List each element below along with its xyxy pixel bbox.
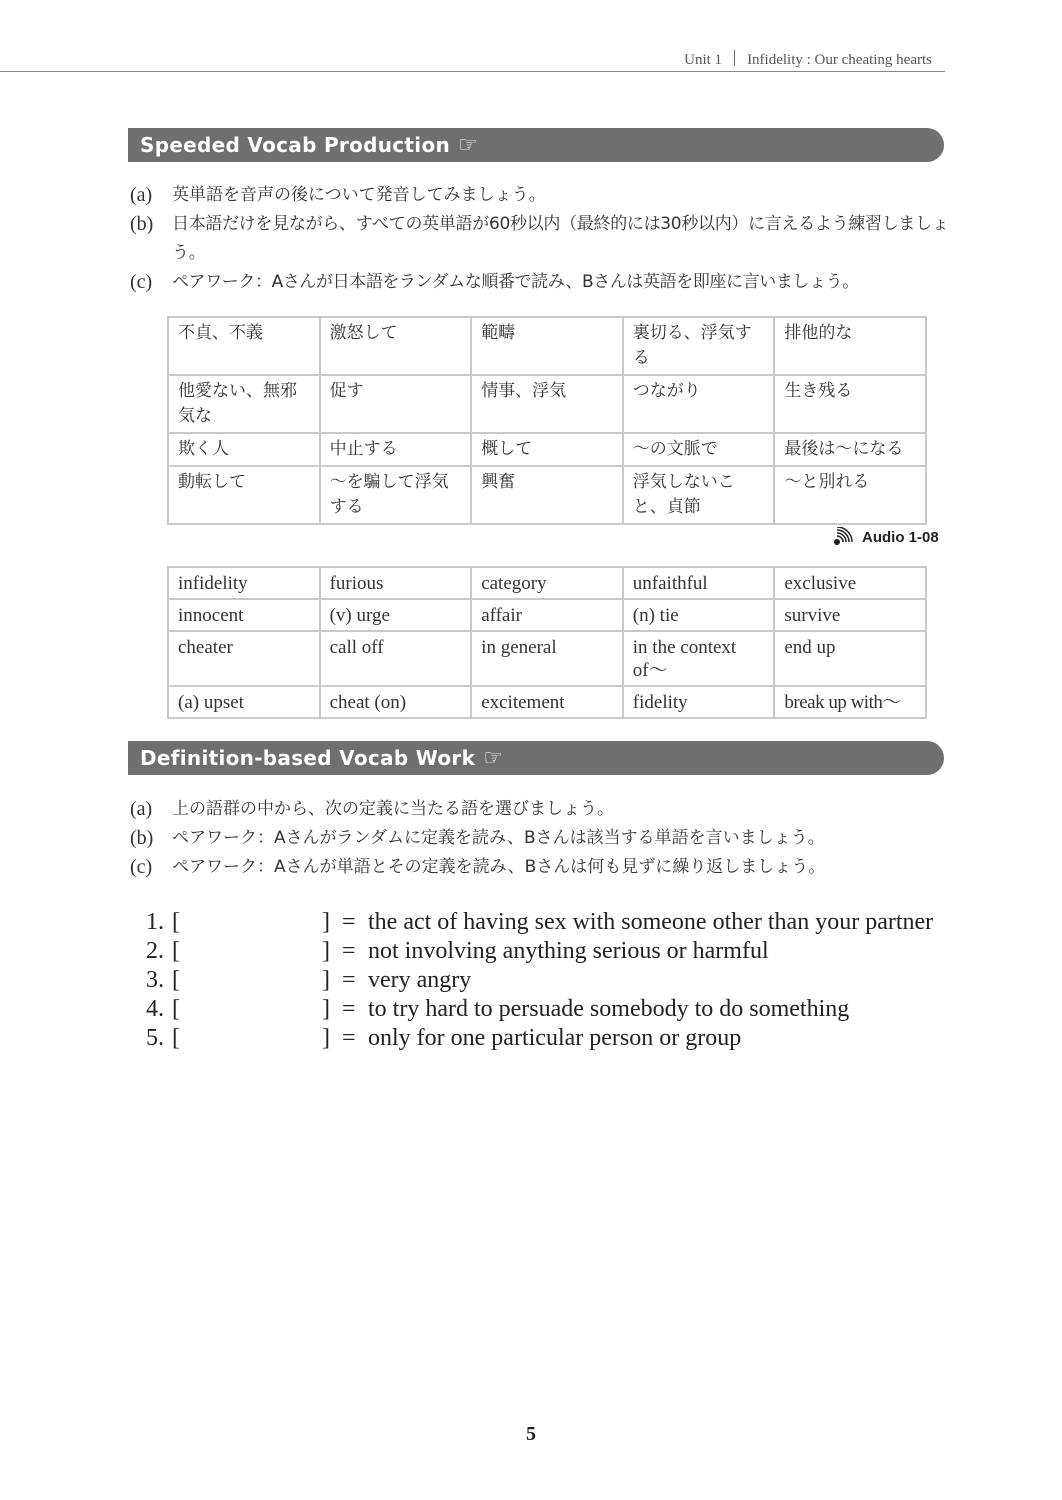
table-row — [168, 466, 926, 524]
section1-instructions — [130, 181, 950, 297]
running-header — [684, 50, 932, 69]
table-cell: exclusive — [774, 567, 926, 599]
equals-sign: = — [342, 996, 356, 1022]
answer-blank-end: ] — [322, 1025, 330, 1051]
table-cell: survive — [774, 599, 926, 631]
instruction-a — [130, 181, 950, 210]
table-row — [168, 375, 926, 433]
definition-number: 3. — [146, 967, 164, 993]
definition-text: very angry — [368, 967, 472, 993]
instruction-text: 英単語を音声の後について発音してみましょう。 — [172, 185, 546, 205]
table-cell: 〜と別れる — [774, 466, 926, 524]
table-cell: excitement — [471, 686, 623, 718]
table-cell: category — [471, 567, 623, 599]
definition-text: the act of having sex with someone other than your partner — [368, 909, 934, 935]
definition-text: to try hard to persuade somebody to do something — [368, 996, 850, 1022]
table-cell: 浮気しないこと、貞節 — [623, 466, 775, 524]
japanese-vocab-table — [167, 316, 927, 525]
table-cell: affair — [471, 599, 623, 631]
answer-blank-end: ] — [322, 996, 330, 1022]
instruction-marker: (c) — [130, 271, 153, 293]
audio-track-label[interactable] — [832, 527, 939, 547]
audio-cd-icon — [832, 527, 858, 547]
table-cell: 他愛ない、無邪気な — [168, 375, 320, 433]
table-cell: 範疇 — [471, 317, 623, 375]
table-cell: 欺く人 — [168, 433, 320, 466]
pointing-hand-icon: ☞ — [483, 746, 504, 771]
definition-item — [146, 1024, 956, 1053]
instruction-c — [130, 268, 950, 297]
table-row — [168, 599, 926, 631]
table-cell: furious — [320, 567, 472, 599]
definition-item — [146, 908, 956, 937]
table-cell: in the context of〜 — [623, 631, 775, 686]
section2-instructions — [130, 795, 950, 882]
table-row — [168, 686, 926, 718]
page-number: 5 — [526, 1423, 536, 1445]
table-row — [168, 567, 926, 599]
answer-blank[interactable]: [ — [172, 938, 180, 964]
table-cell: infidelity — [168, 567, 320, 599]
instruction-marker: (a) — [130, 184, 153, 206]
table-cell: 〜を騙して浮気する — [320, 466, 472, 524]
table-cell: end up — [774, 631, 926, 686]
table-cell: つながり — [623, 375, 775, 433]
section-heading-speeded-vocab — [128, 128, 944, 162]
header-rule — [0, 71, 945, 72]
header-divider — [734, 50, 735, 66]
table-cell: break up with〜 — [774, 686, 926, 718]
table-cell: cheater — [168, 631, 320, 686]
table-cell: 動転して — [168, 466, 320, 524]
table-cell: fidelity — [623, 686, 775, 718]
table-cell: 排他的な — [774, 317, 926, 375]
instruction-c — [130, 853, 950, 882]
section-heading-definition-vocab — [128, 741, 944, 775]
answer-blank[interactable]: [ — [172, 996, 180, 1022]
answer-blank[interactable]: [ — [172, 1025, 180, 1051]
table-cell: (n) tie — [623, 599, 775, 631]
instruction-a — [130, 795, 950, 824]
unit-label: Unit 1 — [684, 52, 723, 68]
table-cell: cheat (on) — [320, 686, 472, 718]
table-cell: (a) upset — [168, 686, 320, 718]
definition-number: 4. — [146, 996, 164, 1022]
instruction-marker: (c) — [130, 856, 153, 878]
equals-sign: = — [342, 938, 356, 964]
table-cell: 最後は〜になる — [774, 433, 926, 466]
instruction-b — [130, 824, 950, 853]
table-row — [168, 317, 926, 375]
instruction-text: ペアワーク：Aさんが日本語をランダムな順番で読み、Bさんは英語を即座に言いましょう。 — [172, 272, 859, 292]
section-title: Speeded Vocab Production — [140, 133, 451, 157]
answer-blank-end: ] — [322, 938, 330, 964]
answer-blank-end: ] — [322, 909, 330, 935]
definition-text: only for one particular person or group — [368, 1025, 742, 1051]
table-cell: 情事、浮気 — [471, 375, 623, 433]
table-cell: 興奮 — [471, 466, 623, 524]
table-row — [168, 433, 926, 466]
definition-number: 2. — [146, 938, 164, 964]
table-cell: 促す — [320, 375, 472, 433]
answer-blank[interactable]: [ — [172, 967, 180, 993]
table-row — [168, 631, 926, 686]
table-cell: 激怒して — [320, 317, 472, 375]
pointing-hand-icon: ☞ — [458, 133, 479, 158]
table-cell: 中止する — [320, 433, 472, 466]
table-cell: 生き残る — [774, 375, 926, 433]
answer-blank-end: ] — [322, 967, 330, 993]
definition-number: 1. — [146, 909, 164, 935]
instruction-marker: (b) — [130, 213, 154, 235]
table-cell: 不貞、不義 — [168, 317, 320, 375]
definition-item — [146, 937, 956, 966]
table-cell: in general — [471, 631, 623, 686]
definition-text: not involving anything serious or harmful — [368, 938, 769, 964]
english-vocab-table — [167, 566, 927, 719]
table-cell: 概して — [471, 433, 623, 466]
table-cell: call off — [320, 631, 472, 686]
definition-list — [146, 908, 956, 1053]
instruction-text: 日本語だけを見ながら、すべての英単語が60秒以内（最終的には30秒以内）に言えるよう練習しましょう。 — [172, 214, 949, 263]
instruction-marker: (a) — [130, 798, 153, 820]
table-cell: unfaithful — [623, 567, 775, 599]
equals-sign: = — [342, 1025, 356, 1051]
table-cell: 裏切る、浮気する — [623, 317, 775, 375]
unit-title: Infidelity : Our cheating hearts — [747, 52, 932, 68]
instruction-b — [130, 210, 950, 268]
audio-label: Audio 1-08 — [862, 528, 939, 546]
equals-sign: = — [342, 967, 356, 993]
table-cell: (v) urge — [320, 599, 472, 631]
table-cell: 〜の文脈で — [623, 433, 775, 466]
table-cell: innocent — [168, 599, 320, 631]
definition-item — [146, 966, 956, 995]
instruction-text: 上の語群の中から、次の定義に当たる語を選びましょう。 — [172, 799, 614, 819]
equals-sign: = — [342, 909, 356, 935]
instruction-marker: (b) — [130, 827, 154, 849]
instruction-text: ペアワーク：Aさんが単語とその定義を読み、Bさんは何も見ずに繰り返しましょう。 — [172, 857, 826, 877]
instruction-text: ペアワーク：Aさんがランダムに定義を読み、Bさんは該当する単語を言いましょう。 — [172, 828, 825, 848]
definition-number: 5. — [146, 1025, 164, 1051]
definition-item — [146, 995, 956, 1024]
answer-blank[interactable]: [ — [172, 909, 180, 935]
section-title: Definition-based Vocab Work — [140, 746, 476, 770]
